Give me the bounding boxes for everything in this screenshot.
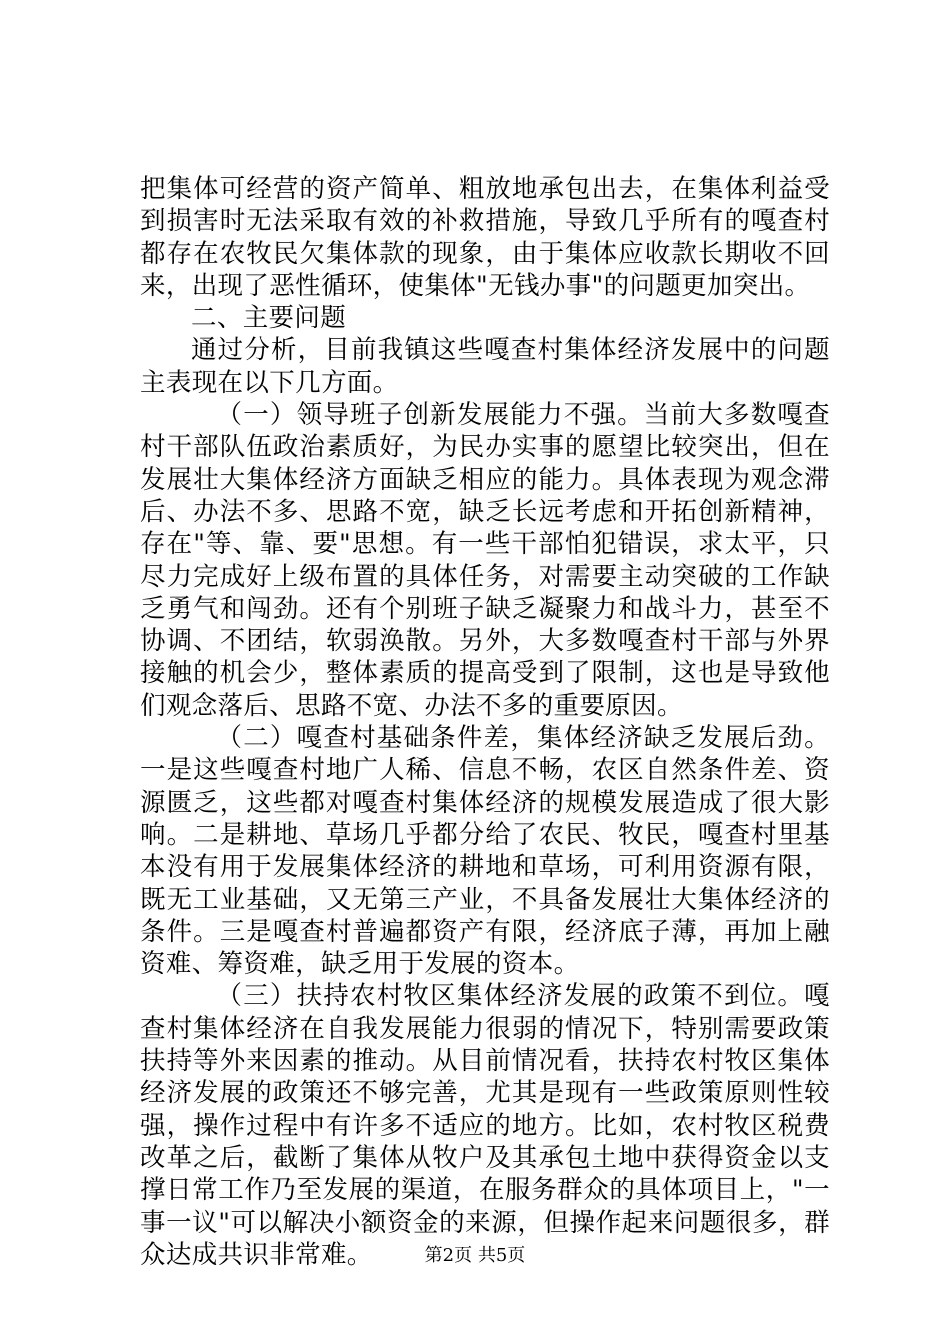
paragraph-intro: 通过分析，目前我镇这些嘎查村集体经济发展中的问题主表现在以下几方面。 xyxy=(140,335,830,398)
paragraph-item-2: （二）嘎查村基础条件差，集体经济缺乏发展后劲。一是这些嘎查村地广人稀、信息不畅，农区自然条件差、资源匮乏，这些都对嘎查村集体经济的规模发展造成了很大影响。二是耕地、草场几乎都分给了农民、牧民，嘎查村里基本没有用于发展集体经济的耕地和草场，可利用资源有限，既无工业基础，又无第三产业，不具备发展壮大集体经济的条件。三是嘎查村普遍都资产有限，经济底子薄，再加上融资难、筹资难，缺乏用于发展的资本。 xyxy=(140,723,830,980)
page-number-footer: 第2页 共5页 xyxy=(424,1245,526,1266)
document-body xyxy=(140,173,830,1271)
paragraph-item-3: （三）扶持农村牧区集体经济发展的政策不到位。嘎查村集体经济在自我发展能力很弱的情况下，特别需要政策扶持等外来因素的推动。从目前情况看，扶持农村牧区集体经济发展的政策还不够完善，尤其是现有一些政策原则性较强，操作过程中有许多不适应的地方。比如，农村牧区税费改革之后，截断了集体从牧户及其承包土地中获得资金以支撑日常工作乃至发展的渠道，在服务群众的具体项目上，"一事一议"可以解决小额资金的来源，但操作起来问题很多，群众达成共识非常难。 xyxy=(140,981,830,1270)
paragraph-item-1: （一）领导班子创新发展能力不强。当前大多数嘎查村干部队伍政治素质好，为民办实事的愿望比较突出，但在发展壮大集体经济方面缺乏相应的能力。具体表现为观念滞后、办法不多、思路不宽，缺乏长远考虑和开拓创新精神，存在"等、靠、要"思想。有一些干部怕犯错误，求太平，只尽力完成好上级布置的具体任务，对需要主动突破的工作缺乏勇气和闯劲。还有个别班子缺乏凝聚力和战斗力，甚至不协调、不团结，软弱涣散。另外，大多数嘎查村干部与外界接触的机会少，整体素质的提高受到了限制，这也是导致他们观念落后、思路不宽、办法不多的重要原因。 xyxy=(140,400,830,721)
paragraph-continuation: 把集体可经营的资产简单、粗放地承包出去，在集体利益受到损害时无法采取有效的补救措施，导致几乎所有的嘎查村都存在农牧民欠集体款的现象，由于集体应收款长期收不回来，出现了恶性循环，使集体"无钱办事"的问题更加突出。 xyxy=(140,174,830,301)
section-heading-main-problems: 二、主要问题 xyxy=(191,303,347,334)
